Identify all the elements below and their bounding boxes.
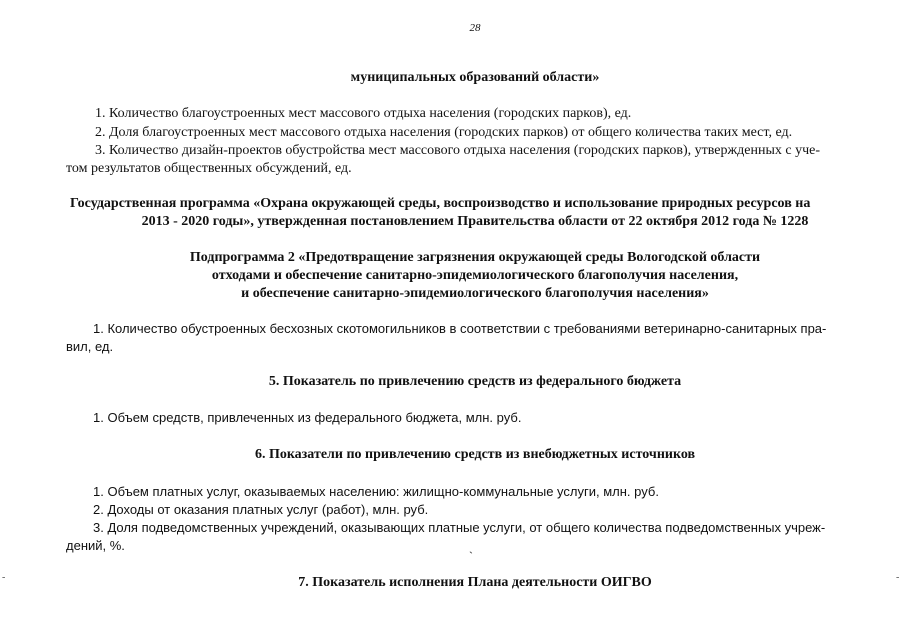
section5-heading: 5. Показатель по привлечению средств из федерального бюджета [268,374,682,389]
intro-heading: муниципальных образований области» [350,70,600,85]
list-item: 1. Количество обустроенных бесхозных скотомогильников в соответствии с требованиями ветеринарно-санитарных пра- [93,321,827,336]
list-item: 3. Доля подведомственных учреждений, оказывающих платные услуги, от общего количества подведомственных учреж- [93,520,826,535]
scan-edge-mark-left: - [2,572,6,583]
list-item: 1. Объем средств, привлеченных из федерального бюджета, млн. руб. [93,410,522,425]
subprogram-title-line-2: отходами и обеспечение санитарно-эпидемиологического благополучия населения, [211,268,739,283]
list-item: 1. Объем платных услуг, оказываемых населению: жилищно-коммунальные услуги, млн. руб. [93,484,659,499]
scan-mark: ˋ [469,549,473,563]
section7-heading: 7. Показатель исполнения Плана деятельности ОИГВО [298,575,652,590]
scan-edge-mark-right: - [896,572,900,583]
subprogram-title-line-1: Подпрограмма 2 «Предотвращение загрязнения окружающей среды Вологодской области [189,250,761,265]
subprogram-title-line-3: и обеспечение санитарно-эпидемиологического благополучия населения» [241,286,709,301]
list-item: 1. Количество благоустроенных мест массового отдыха населения (городских парков), ед. [95,106,632,121]
list-item: 2. Доля благоустроенных мест массового отдыха населения (городских парков) от общего количества таких мест, ед. [95,125,793,140]
list-item: 3. Количество дизайн-проектов обустройства мест массового отдыха населения (городских парков), утвержденных с уче- [95,143,821,158]
program-title-line-2: 2013 - 2020 годы», утвержденная постановлением Правительства области от 22 октября 2012 года № 1228 [141,214,809,229]
list-item: 2. Доходы от оказания платных услуг (работ), млн. руб. [93,502,429,517]
section6-heading: 6. Показатели по привлечению средств из внебюджетных источников [254,447,696,462]
list-item-continuation: дений, %. [66,538,125,553]
list-item-continuation: том результатов общественных обсуждений, ед. [66,161,352,176]
list-item-continuation: вил, ед. [66,339,114,354]
program-title-line-1: Государственная программа «Охрана окружающей среды, воспроизводство и использование природных ресурсов на [70,196,811,211]
page-number: 28 [469,22,481,34]
